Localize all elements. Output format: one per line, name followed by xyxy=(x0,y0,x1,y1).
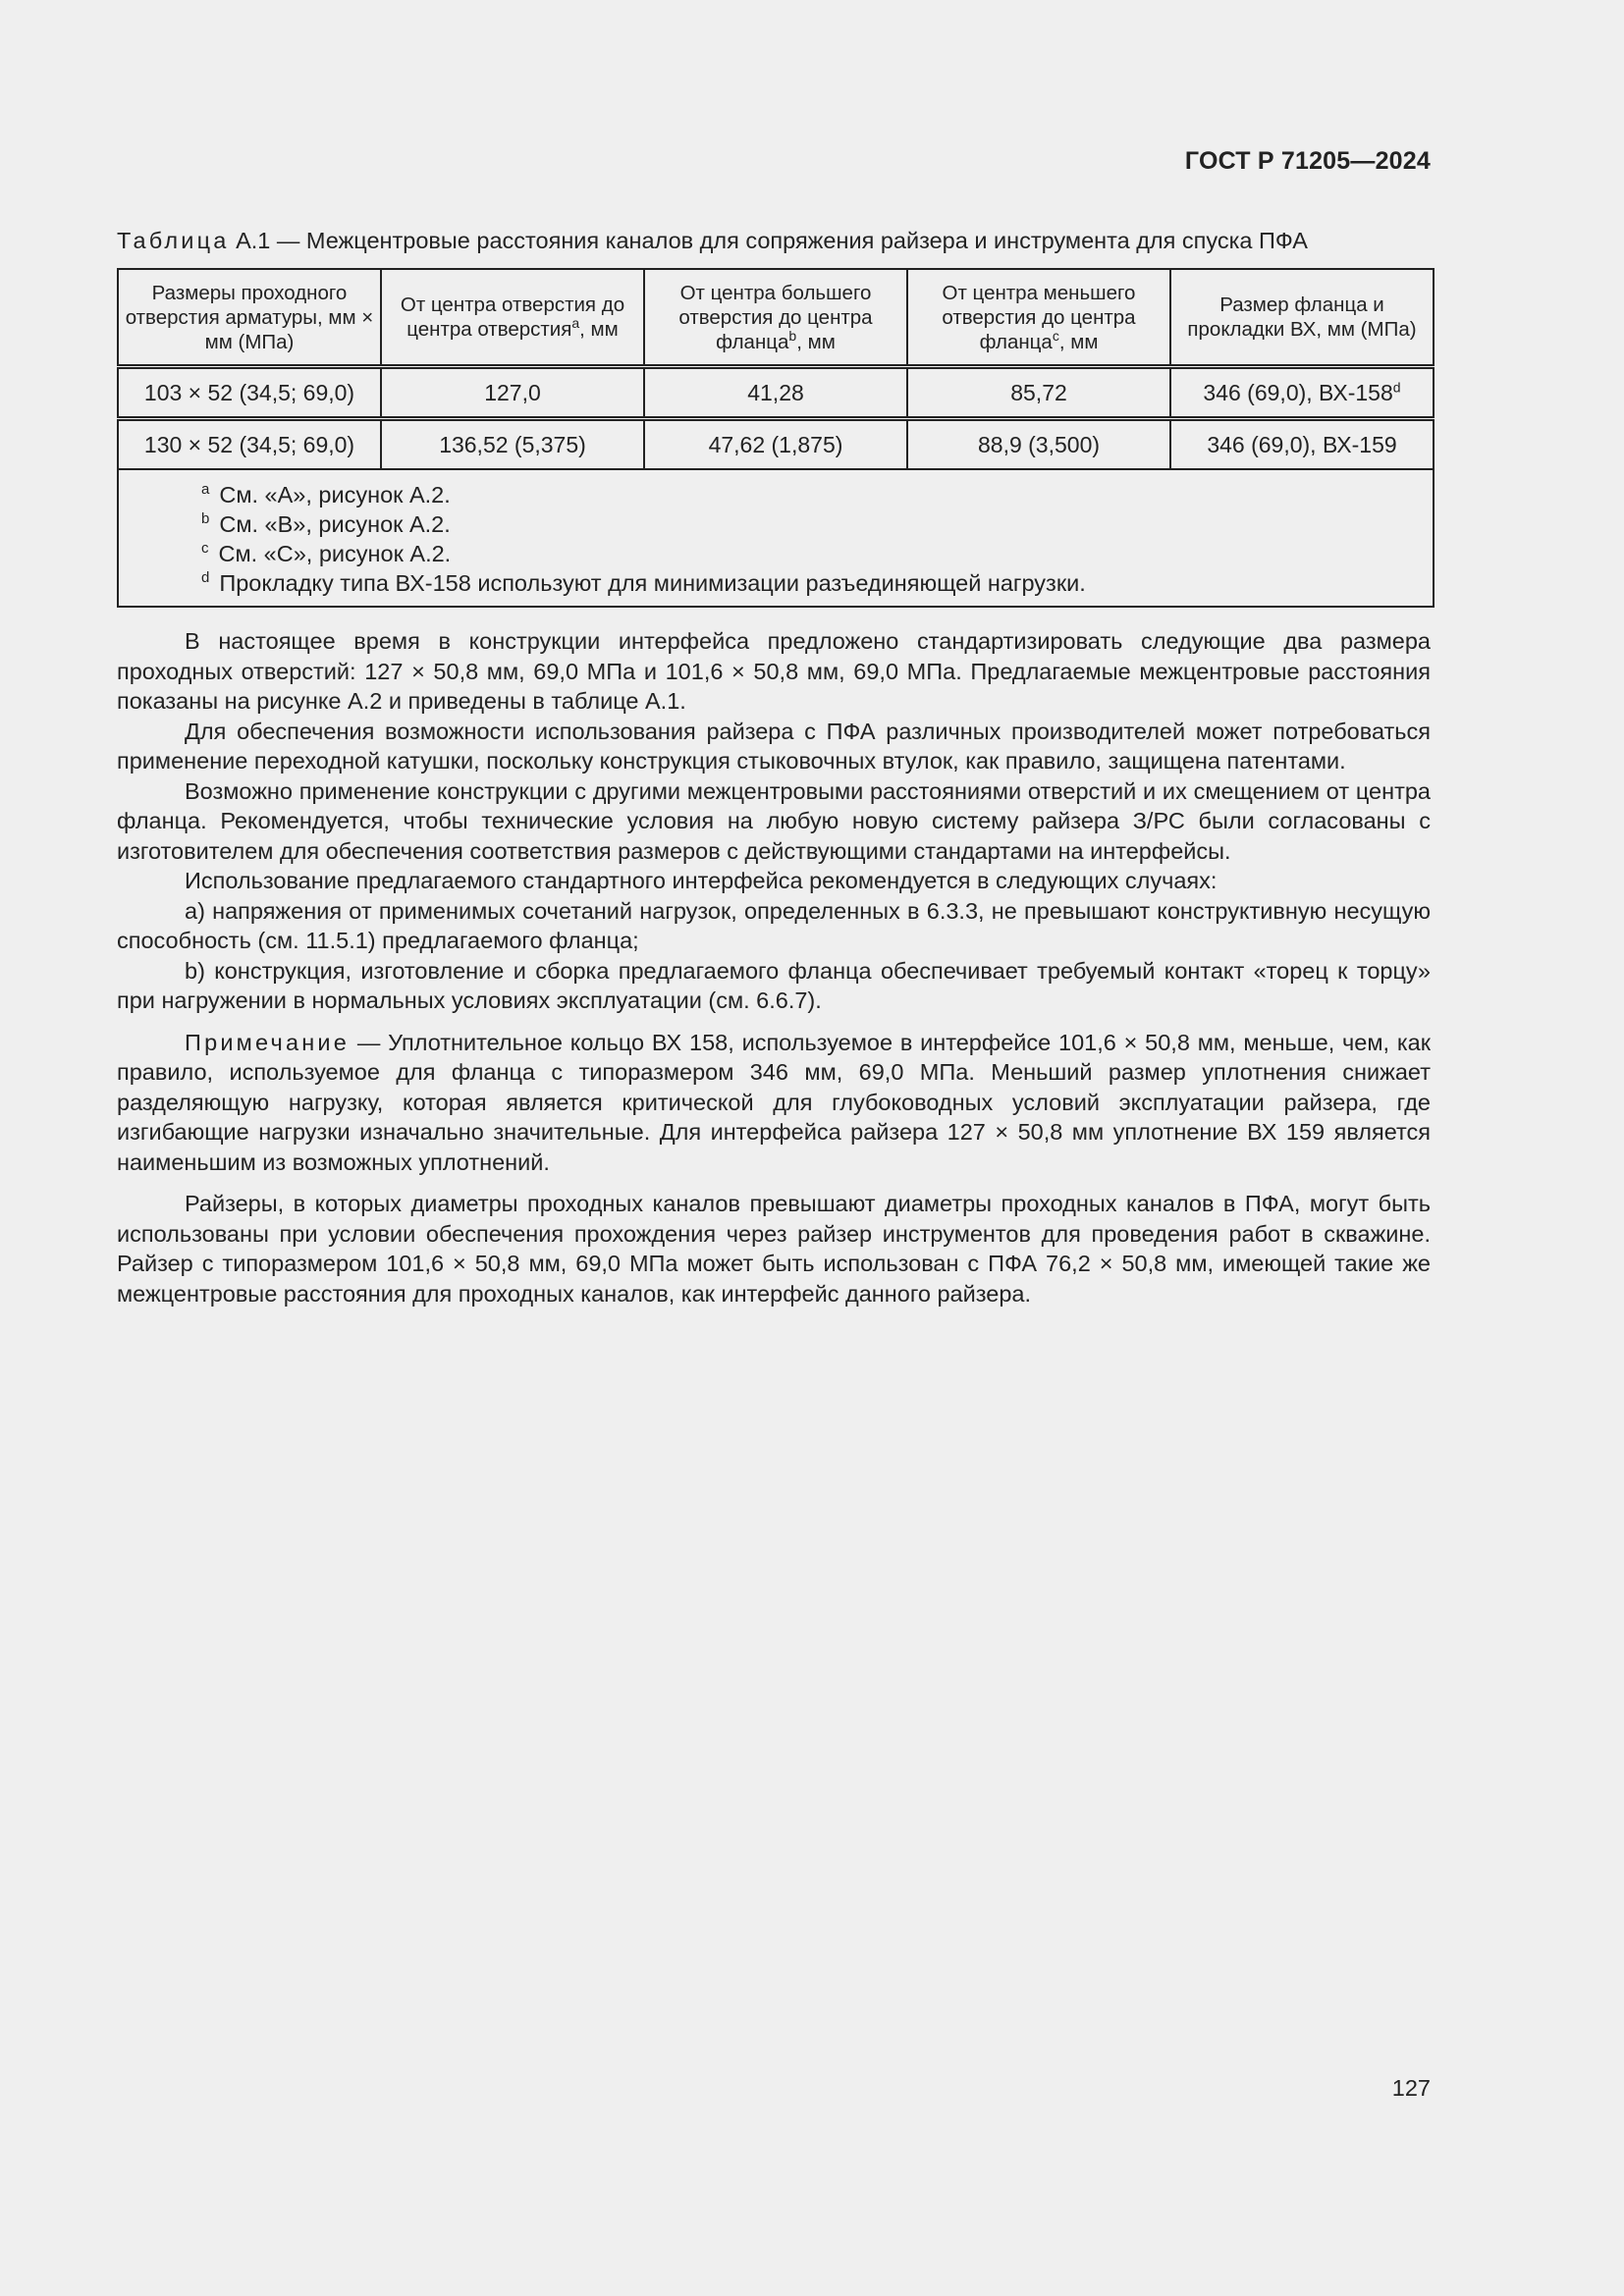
paragraph: Райзеры, в которых диаметры проходных каналов превышают диаметры проходных каналов в ПФА, могут быть использованы при условии обеспечения прохождения через райзер инструментов для проведения работ в скважине. Райзер с типоразмером 101,6 × 50,8 мм, 69,0 МПа может быть использован с ПФА 76,2 × 50,8 мм, имеющей такие же межцентровые расстояния для проходных каналов, как интерфейс данного райзера. xyxy=(117,1191,1431,1307)
body-text xyxy=(117,626,1431,1308)
table-cell: 41,28 xyxy=(644,367,907,419)
list-item: a) напряжения от применимых сочетаний нагрузок, определенных в 6.3.3, не превышают конструктивную несущую способность (см. 11.5.1) предлагаемого фланца; xyxy=(117,897,1431,953)
table-cell: 47,62 (1,875) xyxy=(644,419,907,470)
footnote: $^d$ Прокладку типа ВХ-158 используют для минимизации разъединяющей нагрузки. xyxy=(201,569,1086,596)
table-cell: 346 (69,0), ВХ-158$^d$ xyxy=(1170,367,1434,419)
table-caption xyxy=(117,228,1433,254)
paragraph: Возможно применение конструкции с другими межцентровыми расстояниями отверстий и их смещением от центра фланца. Рекомендуется, чтобы технические условия на любую новую систему райзера З/РС были согласованы с изготовителем для обеспечения соответствия размеров с действующими стандартами на интерфейсы. xyxy=(117,777,1431,864)
spacing-table xyxy=(117,268,1435,608)
footnote: $^b$ См. «В», рисунок А.2. xyxy=(201,510,451,537)
table-header-row xyxy=(118,269,1434,367)
header-small-hole-to-center: От центра меньшего отверстия до центра фланца$^c$, мм xyxy=(907,269,1170,367)
table-cell: 130 × 52 (34,5; 69,0) xyxy=(118,419,381,470)
footnote: $^a$ См. «А», рисунок А.2. xyxy=(201,481,451,507)
table-notes-row xyxy=(118,469,1434,607)
note-label: Примечание xyxy=(185,1029,351,1055)
header-hole-to-hole: От центра отверстия до центра отверстия$^a$, мм xyxy=(381,269,644,367)
table-notes xyxy=(118,469,1434,607)
paragraph: В настоящее время в конструкции интерфейса предложено стандартизировать следующие два размера проходных отверстий: 127 × 50,8 мм, 69,0 МПа и 101,6 × 50,8 мм, 69,0 МПа. Предлагаемые межцентровые расстояния показаны на рисунке А.2 и приведены в таблице А.1. xyxy=(117,628,1431,714)
table-cell: 346 (69,0), ВХ-159 xyxy=(1170,419,1434,470)
paragraph: Использование предлагаемого стандартного интерфейса рекомендуется в следующих случаях: xyxy=(185,868,1218,893)
paragraph: Для обеспечения возможности использования райзера с ПФА различных производителей может потребоваться применение переходной катушки, поскольку конструкция стыковочных втулок, как правило, защищена патентами. xyxy=(117,718,1431,774)
table-cell: 88,9 (3,500) xyxy=(907,419,1170,470)
table-cell: 127,0 xyxy=(381,367,644,419)
header-large-hole-to-center: От центра большего отверстия до центра фланца$^b$, мм xyxy=(644,269,907,367)
list-item: b) конструкция, изготовление и сборка предлагаемого фланца обеспечивает требуемый контакт «торец к торцу» при нагружении в нормальных условиях эксплуатации (см. 6.6.7). xyxy=(117,957,1431,1013)
table-cell: 103 × 52 (34,5; 69,0) xyxy=(118,367,381,419)
table-row xyxy=(118,367,1434,419)
note-text: — Уплотнительное кольцо ВХ 158, используемое в интерфейсе 101,6 × 50,8 мм, меньше, чем, как правило, используемое для фланца с типоразмером 346 мм, 69,0 МПа. Меньший размер уплотнения снижает разделяющую нагрузку, которая является критической для глубоководных условий эксплуатации райзера, где изгибающие нагрузки изначально значительные. Для интерфейса райзера 127 × 50,8 мм уплотнение ВХ 159 является наименьшим из возможных уплотнений. xyxy=(117,1029,1431,1175)
table-row xyxy=(118,419,1434,470)
note-paragraph xyxy=(117,1028,1431,1178)
table-cell: 85,72 xyxy=(907,367,1170,419)
header-flange-gasket: Размер фланца и прокладки ВХ, мм (МПа) xyxy=(1170,269,1434,367)
page-number: 127 xyxy=(1391,2075,1431,2101)
document-code-header: ГОСТ Р 71205—2024 xyxy=(1184,147,1431,175)
header-bore-size: Размеры проходного отверстия арматуры, мм × мм (МПа) xyxy=(118,269,381,367)
footnote: $^c$ См. «С», рисунок А.2. xyxy=(201,540,452,566)
table-caption-text: А.1 — Межцентровые расстояния каналов для сопряжения райзера и инструмента для спуска ПФА xyxy=(236,228,1308,253)
table-cell: 136,52 (5,375) xyxy=(381,419,644,470)
table-caption-label: Таблица xyxy=(117,228,230,253)
